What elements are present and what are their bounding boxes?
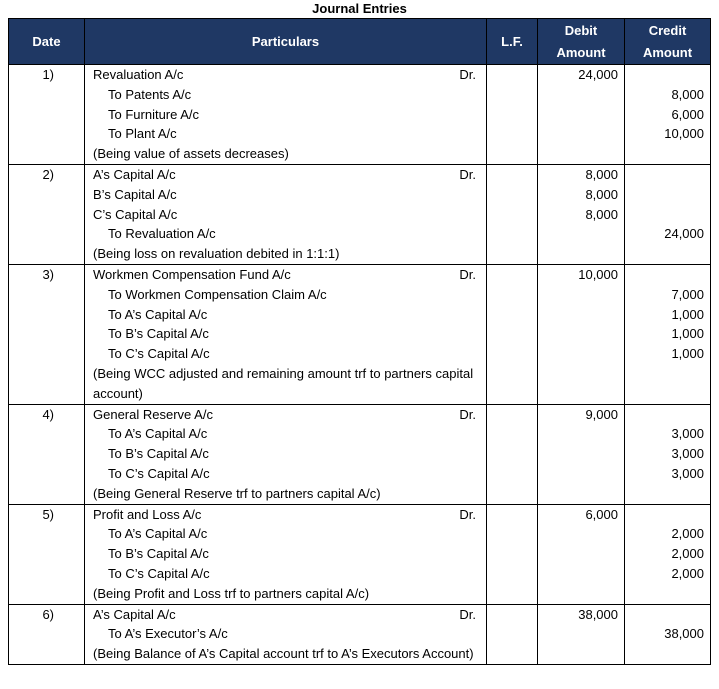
credit-amount [625, 205, 704, 225]
account-name: Workmen Compensation Fund A/c [93, 266, 291, 282]
account-name: To B’s Capital A/c [108, 546, 209, 562]
account-name: To Patents A/c [108, 86, 192, 102]
journal-entry-row [9, 404, 711, 504]
debit-amount [538, 324, 618, 344]
account-name: A’s Capital A/c [93, 166, 176, 182]
credit-amount: 3,000 [671, 465, 704, 481]
debit-amount: 8,000 [585, 206, 618, 222]
credit-amount: 10,000 [664, 126, 704, 142]
particular-line [85, 544, 486, 564]
entry-particulars [85, 404, 487, 504]
narration-text: (Being Balance of A’s Capital account trf to A’s Executors Account) [93, 646, 474, 662]
account-name: To Revaluation A/c [108, 226, 216, 242]
credit-amount [625, 265, 704, 285]
particular-line [85, 285, 486, 305]
entry-debit [538, 264, 625, 404]
credit-amount: 24,000 [664, 226, 704, 242]
account-name: To Furniture A/c [108, 106, 200, 122]
particular-line [85, 424, 486, 444]
account-name: Revaluation A/c [93, 67, 184, 82]
entry-credit [625, 65, 711, 165]
entry-debit [538, 604, 625, 664]
entry-particulars [85, 604, 487, 664]
account-name: C’s Capital A/c [93, 206, 178, 222]
entry-credit [625, 604, 711, 664]
narration-text: (Being loss on revaluation debited in 1:1:1) [93, 246, 340, 262]
particular-line [85, 564, 486, 584]
particular-line [85, 165, 486, 185]
particular-line [85, 105, 486, 125]
entry-lf [487, 404, 538, 504]
entry-number [9, 264, 85, 404]
entry-number-text: 5) [42, 506, 54, 522]
debit-amount [538, 344, 618, 364]
credit-amount [625, 605, 704, 625]
credit-amount: 1,000 [671, 346, 704, 362]
journal-entry-row [9, 604, 711, 664]
entry-lf [487, 604, 538, 664]
entry-particulars [85, 164, 487, 264]
debit-amount [538, 85, 618, 105]
account-name: To Workmen Compensation Claim A/c [108, 286, 327, 302]
credit-amount: 1,000 [671, 326, 704, 342]
debit-amount [538, 444, 618, 464]
entry-debit [538, 504, 625, 604]
narration-text: (Being Profit and Loss trf to partners capital A/c) [93, 585, 370, 601]
credit-amount: 3,000 [671, 446, 704, 462]
dr-marker: Dr. [459, 67, 476, 82]
account-name: To A’s Capital A/c [108, 306, 208, 322]
entry-number-text: 3) [42, 266, 54, 282]
journal-table [8, 18, 711, 665]
dr-marker: Dr. [459, 406, 476, 422]
entry-lf [487, 264, 538, 404]
credit-amount: 2,000 [671, 546, 704, 562]
debit-amount [538, 105, 618, 125]
narration [85, 584, 486, 604]
entry-credit [625, 264, 711, 404]
debit-amount [538, 124, 618, 144]
journal-entry-row [9, 164, 711, 264]
particular-line [85, 624, 486, 644]
dr-marker: Dr. [459, 266, 476, 282]
entry-number-text: 6) [42, 606, 54, 622]
journal-entry-row [9, 504, 711, 604]
journal-entry-row [9, 264, 711, 404]
credit-amount [625, 505, 704, 525]
entry-number [9, 604, 85, 664]
entry-number [9, 504, 85, 604]
debit-amount [538, 305, 618, 325]
narration [85, 364, 486, 404]
narration [85, 144, 486, 164]
account-name: To C’s Capital A/c [108, 565, 210, 581]
account-name: B’s Capital A/c [93, 186, 177, 202]
entry-debit [538, 65, 625, 165]
credit-amount [625, 185, 704, 205]
account-name: To B’s Capital A/c [108, 326, 209, 342]
header-particulars: Particulars [85, 19, 487, 65]
account-name: Profit and Loss A/c [93, 506, 202, 522]
debit-amount [538, 624, 618, 644]
header-credit-line1: Credit [648, 22, 687, 38]
header-row [9, 19, 711, 65]
narration-text: (Being value of assets decreases) [93, 146, 289, 162]
particular-line [85, 65, 486, 85]
narration-text: (Being WCC adjusted and remaining amount trf to partners capital account) [93, 365, 474, 401]
entry-number [9, 404, 85, 504]
credit-amount: 1,000 [671, 306, 704, 322]
narration [85, 244, 486, 264]
debit-amount [538, 224, 618, 244]
account-name: To C’s Capital A/c [108, 346, 210, 362]
narration [85, 484, 486, 504]
particular-line [85, 185, 486, 205]
credit-amount: 8,000 [671, 86, 704, 102]
dr-marker: Dr. [459, 606, 476, 622]
debit-amount: 6,000 [585, 506, 618, 522]
account-name: To A’s Executor’s A/c [108, 626, 228, 642]
debit-amount [538, 524, 618, 544]
entry-lf [487, 504, 538, 604]
entry-number [9, 65, 85, 165]
entry-number [9, 164, 85, 264]
credit-amount: 3,000 [671, 426, 704, 442]
credit-amount: 38,000 [664, 626, 704, 642]
debit-amount: 8,000 [585, 166, 618, 182]
particular-line [85, 305, 486, 325]
entry-particulars [85, 65, 487, 165]
journal-entry-row [9, 65, 711, 165]
entry-lf [487, 65, 538, 165]
dr-marker: Dr. [459, 506, 476, 522]
entry-number-text: 2) [42, 166, 54, 182]
account-name: A’s Capital A/c [93, 606, 176, 622]
header-date: Date [9, 19, 85, 65]
account-name: To A’s Capital A/c [108, 426, 208, 442]
account-name: General Reserve A/c [93, 406, 213, 422]
debit-amount [538, 464, 618, 484]
entry-credit [625, 404, 711, 504]
header-debit-line2: Amount [556, 44, 606, 60]
entry-credit [625, 504, 711, 604]
header-lf: L.F. [487, 19, 538, 65]
entry-debit [538, 164, 625, 264]
account-name: To B’s Capital A/c [108, 446, 209, 462]
dr-marker: Dr. [459, 166, 476, 182]
debit-amount: 38,000 [578, 606, 618, 622]
particular-line [85, 205, 486, 225]
page-title: Journal Entries [312, 1, 407, 16]
credit-amount [625, 65, 704, 85]
debit-amount [538, 544, 618, 564]
entry-lf [487, 164, 538, 264]
particular-line [85, 344, 486, 364]
credit-amount: 6,000 [671, 106, 704, 122]
debit-amount [538, 285, 618, 305]
debit-amount [538, 564, 618, 584]
particular-line [85, 324, 486, 344]
entry-number-text: 1) [42, 67, 54, 82]
account-name: To Plant A/c [108, 126, 177, 142]
narration [85, 644, 486, 664]
debit-amount: 10,000 [578, 266, 618, 282]
entry-credit [625, 164, 711, 264]
account-name: To A’s Capital A/c [108, 526, 208, 542]
entry-particulars [85, 264, 487, 404]
particular-line [85, 405, 486, 425]
particular-line [85, 265, 486, 285]
credit-amount [625, 405, 704, 425]
debit-amount [538, 424, 618, 444]
account-name: To C’s Capital A/c [108, 465, 210, 481]
entry-debit [538, 404, 625, 504]
header-debit [538, 19, 625, 65]
entry-number-text: 4) [42, 406, 54, 422]
particular-line [85, 444, 486, 464]
debit-amount: 8,000 [585, 186, 618, 202]
credit-amount [625, 165, 704, 185]
header-debit-line1: Debit [564, 22, 598, 38]
debit-amount: 9,000 [585, 406, 618, 422]
header-credit-line2: Amount [642, 44, 693, 60]
particular-line [85, 124, 486, 144]
credit-amount: 2,000 [671, 526, 704, 542]
particular-line [85, 605, 486, 625]
debit-amount: 24,000 [578, 67, 618, 82]
particular-line [85, 524, 486, 544]
particular-line [85, 505, 486, 525]
credit-amount: 7,000 [671, 286, 704, 302]
header-credit [625, 19, 711, 65]
credit-amount: 2,000 [671, 565, 704, 581]
entry-particulars [85, 504, 487, 604]
particular-line [85, 85, 486, 105]
particular-line [85, 224, 486, 244]
narration-text: (Being General Reserve trf to partners capital A/c) [93, 485, 381, 501]
particular-line [85, 464, 486, 484]
